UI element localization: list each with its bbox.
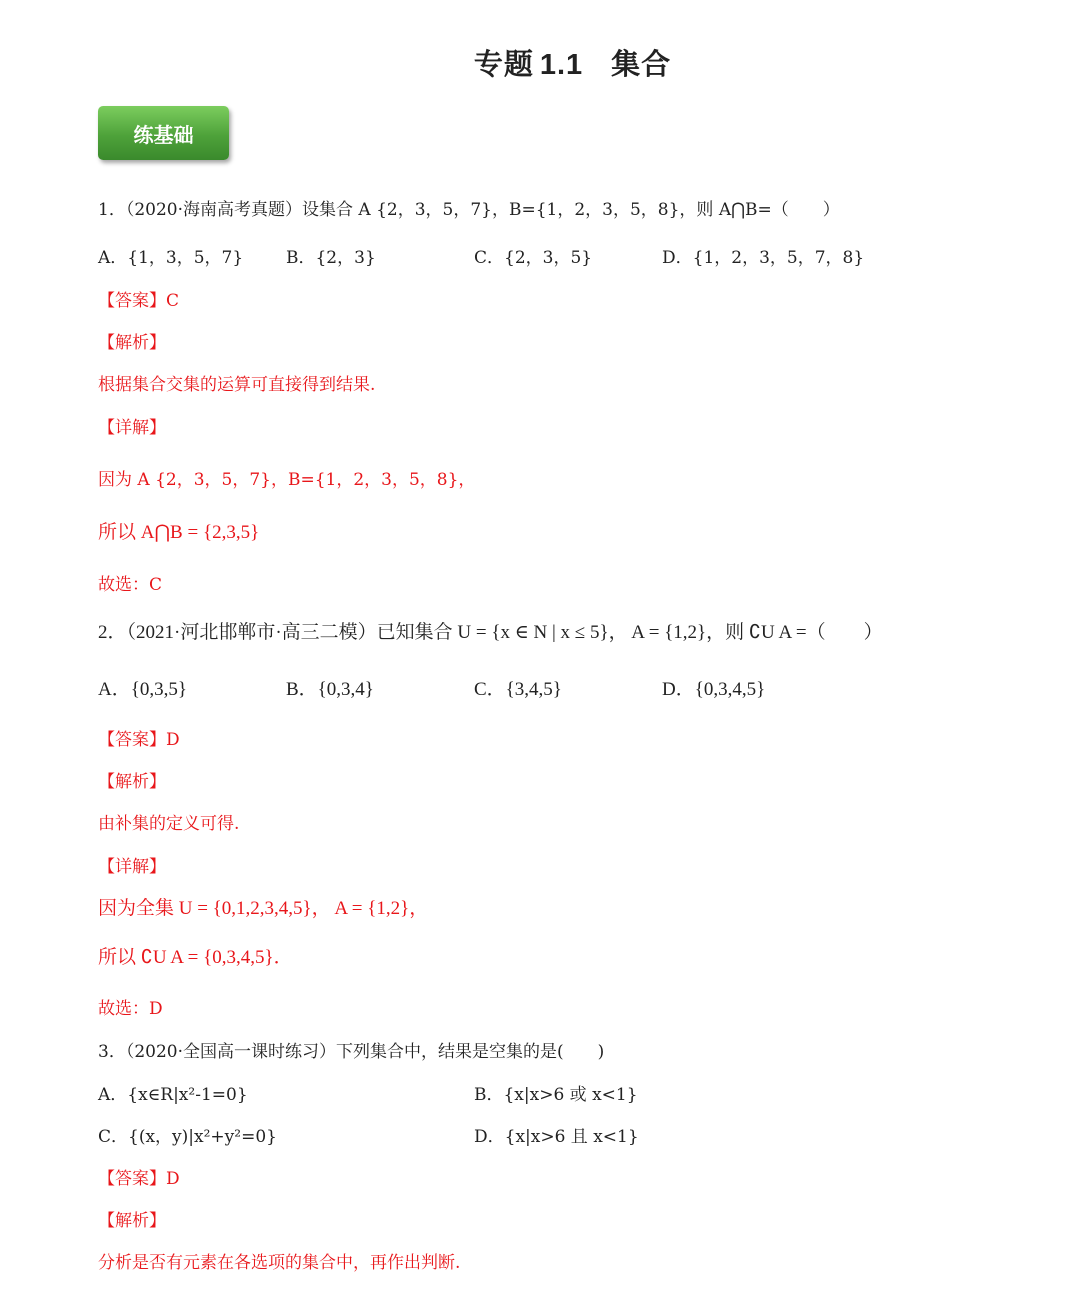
- q1-detail-1: 因为 A {2，3，5，7}，B={1，2，3，5，8}，: [98, 470, 476, 490]
- q3-analysis-label: 【解析】: [98, 1211, 166, 1231]
- q1-option-a: A．{1，3，5，7}: [98, 248, 244, 268]
- q3-answer: 【答案】D: [98, 1169, 180, 1189]
- q3-option-c: C．{(x，y)|x²+y²=0}: [98, 1127, 277, 1147]
- q1-option-b: B．{2，3}: [286, 248, 376, 268]
- section-badge: 练基础: [98, 106, 229, 160]
- q2-option-b: B．{0,3,4}: [286, 679, 374, 700]
- q2-detail-2: 所以 ∁U A = {0,3,4,5}．: [98, 947, 293, 968]
- q1-option-d: D．{1，2，3，5，7，8}: [662, 248, 865, 268]
- q2-answer: 【答案】D: [98, 730, 180, 750]
- q1-question: 1．（2020·海南高考真题）设集合 A {2，3，5，7}，B={1，2，3，5，8}，则 A⋂B=（ ）: [98, 200, 840, 220]
- q2-option-d: D．{0,3,4,5}: [662, 679, 766, 700]
- q1-answer: 【答案】C: [98, 291, 180, 311]
- q3-option-b: B．{x|x>6 或 x<1}: [474, 1085, 638, 1105]
- q3-analysis: 分析是否有元素在各选项的集合中，再作出判断.: [98, 1253, 461, 1273]
- q3-option-d: D．{x|x>6 且 x<1}: [474, 1127, 639, 1147]
- q2-question: 2．（2021·河北邯郸市·高三二模）已知集合 U = {x ∈ N | x ≤ 5}， A = {1,2}，则 ∁U A =（ ）: [98, 622, 883, 643]
- q3-question: 3．（2020·全国高一课时练习）下列集合中，结果是空集的是( ): [98, 1042, 605, 1062]
- q2-conclusion: 故选：D: [98, 999, 163, 1019]
- q1-analysis-label: 【解析】: [98, 333, 166, 353]
- q1-analysis: 根据集合交集的运算可直接得到结果.: [98, 375, 376, 395]
- page-title: 专题 1.1 集合: [473, 47, 672, 81]
- q2-analysis: 由补集的定义可得.: [98, 814, 240, 834]
- q1-option-c: C．{2，3，5}: [474, 248, 593, 268]
- q2-option-c: C．{3,4,5}: [474, 679, 562, 700]
- q2-detail-1: 因为全集 U = {0,1,2,3,4,5}， A = {1,2}，: [98, 898, 429, 919]
- q1-detail-2: 所以 A⋂B = {2,3,5}: [98, 522, 260, 543]
- q2-option-a: A．{0,3,5}: [98, 679, 187, 700]
- q1-detail-label: 【详解】: [98, 418, 166, 438]
- q2-detail-label: 【详解】: [98, 857, 166, 877]
- q3-option-a: A．{x∈R|x²-1=0}: [98, 1085, 248, 1105]
- q2-analysis-label: 【解析】: [98, 772, 166, 792]
- q1-conclusion: 故选：C: [98, 575, 163, 595]
